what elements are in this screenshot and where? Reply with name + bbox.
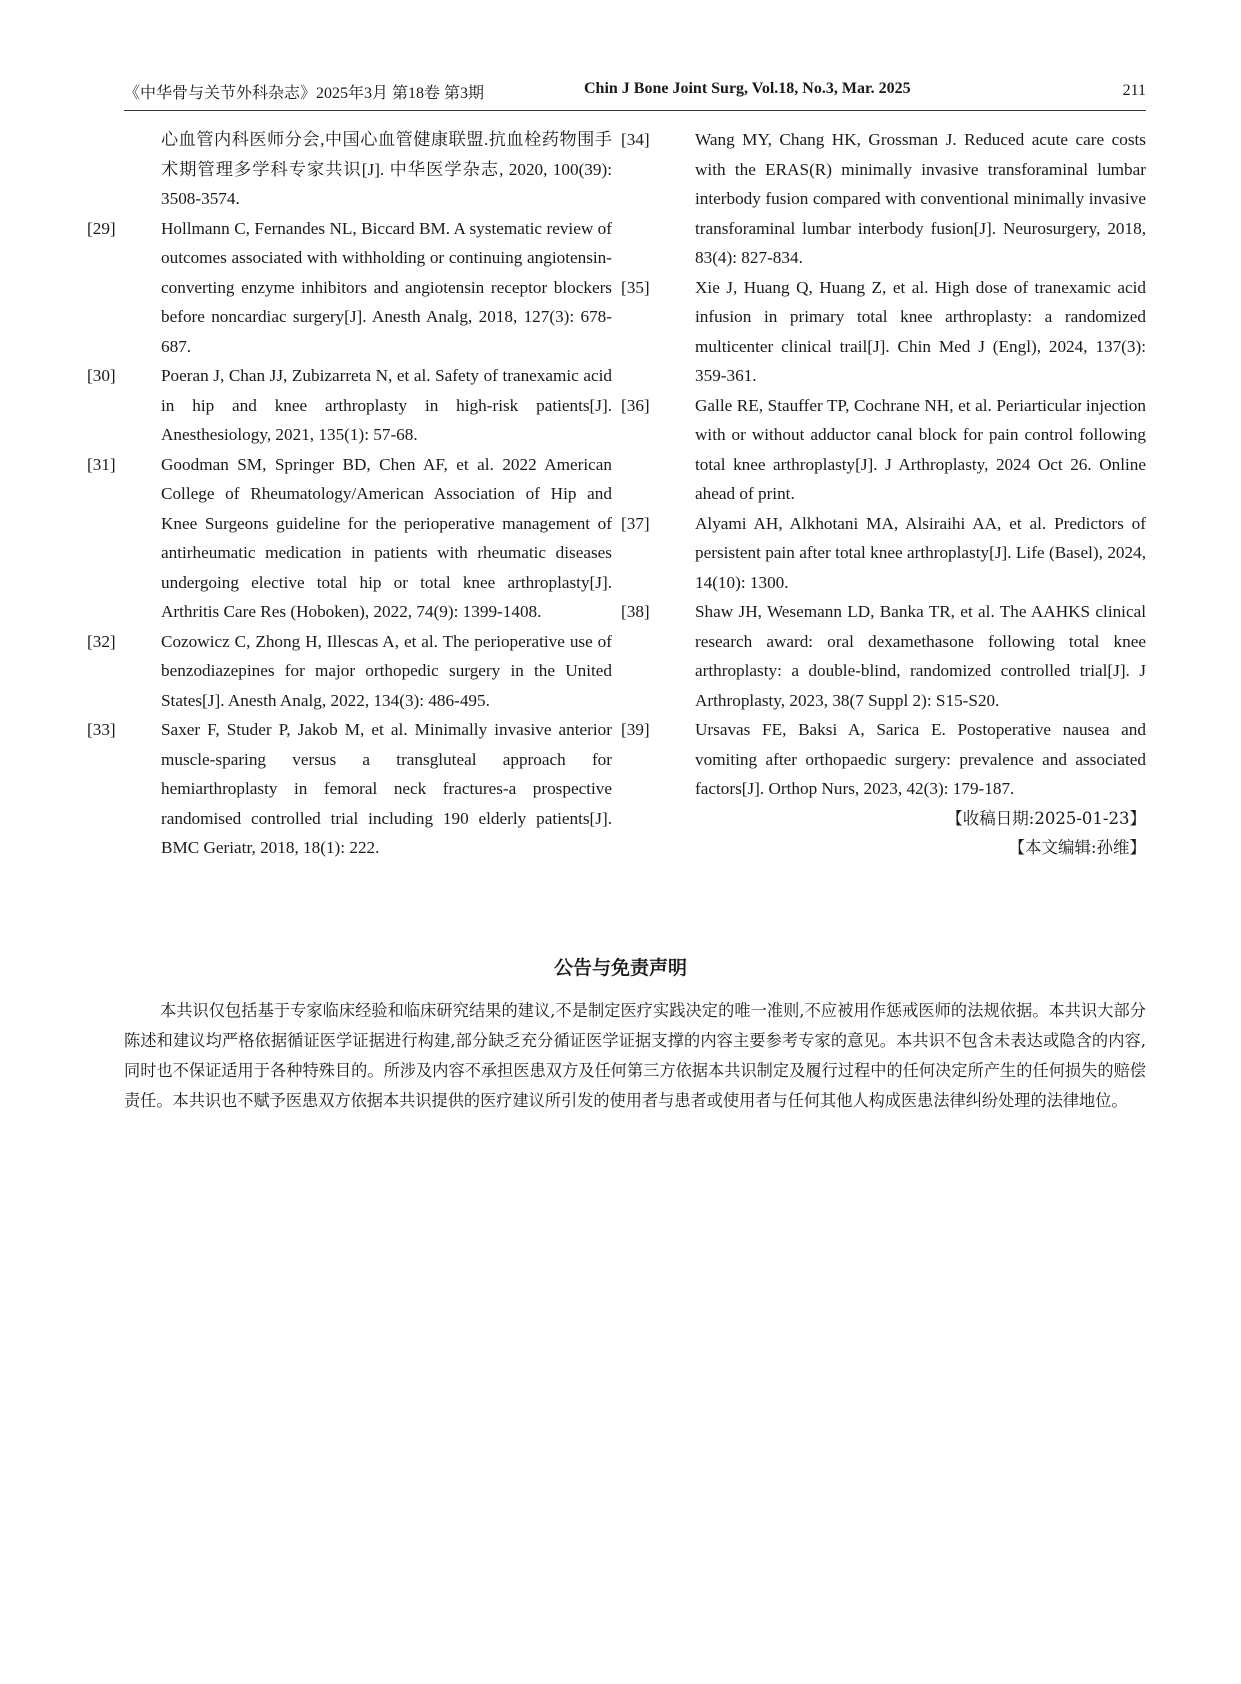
- reference-32: [87, 627, 612, 716]
- reference-number: [39]: [621, 720, 650, 739]
- journal-title-cn: 《中华骨与关节外科杂志》2025年3月 第18卷 第3期: [124, 85, 485, 102]
- running-header: [124, 78, 1146, 111]
- reference-number: [30]: [87, 366, 116, 385]
- editor-credit: 【本文编辑:孙维】: [1008, 838, 1146, 857]
- reference-35: [621, 273, 1146, 391]
- reference-text: Shaw JH, Wesemann LD, Banka TR, et al. The AAHKS clinical research award: oral dexamethasone following total knee arthroplasty: a double-blind, randomized controlled trial[J]. J Arthroplasty, 2023, 38(7 Suppl 2): S15-S20.: [695, 602, 1146, 710]
- reference-number: [38]: [621, 602, 650, 621]
- journal-title-en: Chin J Bone Joint Surg, Vol.18, No.3, Mar. 2025: [584, 80, 911, 97]
- reference-text: Cozowicz C, Zhong H, Illescas A, et al. The perioperative use of benzodiazepines for major orthopedic surgery in the United States[J]. Anesth Analg, 2022, 134(3): 486-495.: [161, 631, 612, 710]
- received-date: 【收稿日期:2025-01-23】: [946, 808, 1146, 828]
- reference-38: [621, 597, 1146, 715]
- reference-text: Goodman SM, Springer BD, Chen AF, et al. 2022 American College of Rheumatology/American Association of Hip and Knee Surgeons guideline for the perioperative management of antirheumatic medication in patients with rheumatic diseases undergoing elective total hip or total knee arthroplasty[J]. Arthritis Care Res (Hoboken), 2022, 74(9): 1399-1408.: [161, 454, 612, 621]
- reference-31: [87, 450, 612, 627]
- reference-number: [32]: [87, 631, 116, 651]
- notice-title: 公告与免责声明: [553, 957, 687, 979]
- reference-36: [621, 391, 1146, 509]
- reference-text: Wang MY, Chang HK, Grossman J. Reduced acute care costs with the ERAS(R) minimally invasive transforaminal lumbar interbody fusion compared with conventional minimally invasive transforaminal lumbar interbody fusion[J]. Neurosurgery, 2018, 83(4): 827-834.: [695, 130, 1146, 267]
- reference-number: [34]: [621, 130, 650, 149]
- reference-text: Xie J, Huang Q, Huang Z, et al. High dose of tranexamic acid infusion in primary total knee arthroplasty: a randomized multicenter clinical trail[J]. Chin Med J (Engl), 2024, 137(3): 359-361.: [695, 277, 1146, 385]
- reference-text: Saxer F, Studer P, Jakob M, et al. Minimally invasive anterior muscle-sparing versus a transgluteal approach for hemiarthroplasty in femoral neck fractures-a prospective randomised controlled trial including 190 elderly patients[J]. BMC Geriatr, 2018, 18(1): 222.: [161, 720, 612, 857]
- reference-number: [37]: [621, 513, 650, 533]
- notice-body: 本共识仅包括基于专家临床经验和临床研究结果的建议,不是制定医疗实践决定的唯一准则,不应被用作惩戒医师的法规依据。本共识大部分陈述和建议均严格依据循证医学证据进行构建,部分缺乏充分循证医学证据支撑的内容主要参考专家的意见。本共识不包含未表达或隐含的内容,同时也不保证适用于各种特殊目的。所涉及内容不承担医患双方及任何第三方依据本共识制定及履行过程中的任何决定所产生的任何损失的赔偿责任。本共识也不赋予医患双方依据本共识提供的医疗建议所引发的使用者与患者或使用者与任何其他人构成医患法律纠纷处理的法律地位。: [124, 1001, 1146, 1110]
- reference-37: [621, 509, 1146, 598]
- reference-number: [29]: [87, 218, 116, 238]
- page-number: 211: [1122, 82, 1146, 99]
- reference-text: Galle RE, Stauffer TP, Cochrane NH, et al. Periarticular injection with or without adductor canal block for pain control following total knee arthroplasty[J]. J Arthroplasty, 2024 Oct 26. Online ahead of print.: [695, 395, 1146, 503]
- reference-number: [31]: [87, 454, 116, 474]
- reference-34: [621, 125, 1146, 273]
- reference-30: [87, 361, 612, 450]
- reference-number: [35]: [621, 277, 650, 297]
- references-column-right: [621, 125, 1146, 863]
- reference-continuation: 心血管内科医师分会,中国心血管健康联盟.抗血栓药物围手术期管理多学科专家共识[J]. 中华医学杂志, 2020, 100(39): 3508-3574.: [161, 130, 612, 208]
- reference-33: [87, 715, 612, 863]
- reference-text: Alyami AH, Alkhotani MA, Alsiraihi AA, et al. Predictors of persistent pain after total knee arthroplasty[J]. Life (Basel), 2024, 14(10): 1300.: [695, 513, 1146, 592]
- reference-29: [87, 214, 612, 362]
- reference-text: Ursavas FE, Baksi A, Sarica E. Postoperative nausea and vomiting after orthopaedic surgery: prevalence and associated factors[J]. Orthop Nurs, 2023, 42(3): 179-187.: [695, 720, 1146, 798]
- reference-number: [36]: [621, 395, 650, 415]
- reference-text: Hollmann C, Fernandes NL, Biccard BM. A systematic review of outcomes associated with withholding or continuing angiotensin-converting enzyme inhibitors and angiotensin receptor blockers before noncardiac surgery[J]. Anesth Analg, 2018, 127(3): 678-687.: [161, 218, 612, 356]
- reference-number: [33]: [87, 720, 116, 739]
- reference-text: Poeran J, Chan JJ, Zubizarreta N, et al. Safety of tranexamic acid in hip and knee arthroplasty in high-risk patients[J]. Anesthesiology, 2021, 135(1): 57-68.: [161, 366, 612, 444]
- reference-39: [621, 715, 1146, 804]
- references-column-left: [87, 125, 612, 863]
